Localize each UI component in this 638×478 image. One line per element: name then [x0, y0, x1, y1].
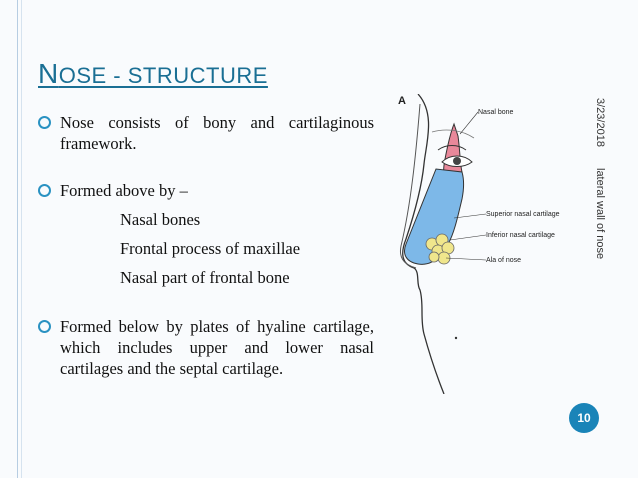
leader-nasal-bone: [460, 112, 478, 134]
slide-title: [38, 58, 268, 90]
slide-border-line-inner: [21, 0, 22, 478]
slide-body: [38, 112, 374, 379]
slide-date: 3/23/2018: [594, 98, 606, 147]
slide-footer: lateral wall of nose: [594, 168, 606, 260]
slide-border-line: [17, 0, 18, 478]
leader-inferior-cartilage: [450, 235, 486, 240]
figure-panel-label: A: [398, 95, 406, 107]
label-nasal-bone: Nasal bone: [478, 109, 514, 116]
title-rest: OSE - STRUCTURE: [58, 63, 268, 88]
sub-item: Frontal process of maxillae: [120, 239, 301, 258]
sub-item: Nasal part of frontal bone: [120, 268, 290, 287]
bullet-ring-icon: [38, 116, 51, 129]
eye-pupil: [453, 157, 461, 165]
bullet-item: [38, 180, 374, 201]
bullet-item: [38, 112, 374, 154]
page-number-badge: 10: [569, 403, 599, 433]
bullet-ring-icon: [38, 184, 51, 197]
bullet-ring-icon: [38, 320, 51, 333]
figure-dot: [455, 337, 457, 339]
bullet-text: Formed above by –: [60, 181, 188, 200]
bullet-item: [38, 316, 374, 379]
label-inferior-nasal-cartilage: Inferior nasal cartilage: [486, 232, 555, 239]
leader-superior-cartilage: [454, 214, 486, 218]
leader-ala-of-nose: [446, 258, 486, 260]
nose-anatomy-figure: [396, 94, 596, 394]
sub-item: Nasal bones: [120, 210, 201, 229]
label-ala-of-nose: Ala of nose: [486, 257, 522, 264]
title-first-letter: N: [38, 58, 59, 89]
label-superior-nasal-cartilage: Superior nasal cartilage: [486, 211, 560, 218]
bullet-text: Formed below by plates of hyaline cartilage, which includes upper and lower nasal cartilages and the septal cartilage.: [60, 317, 374, 378]
bullet-text: Nose consists of bony and cartilaginous framework.: [60, 113, 374, 153]
